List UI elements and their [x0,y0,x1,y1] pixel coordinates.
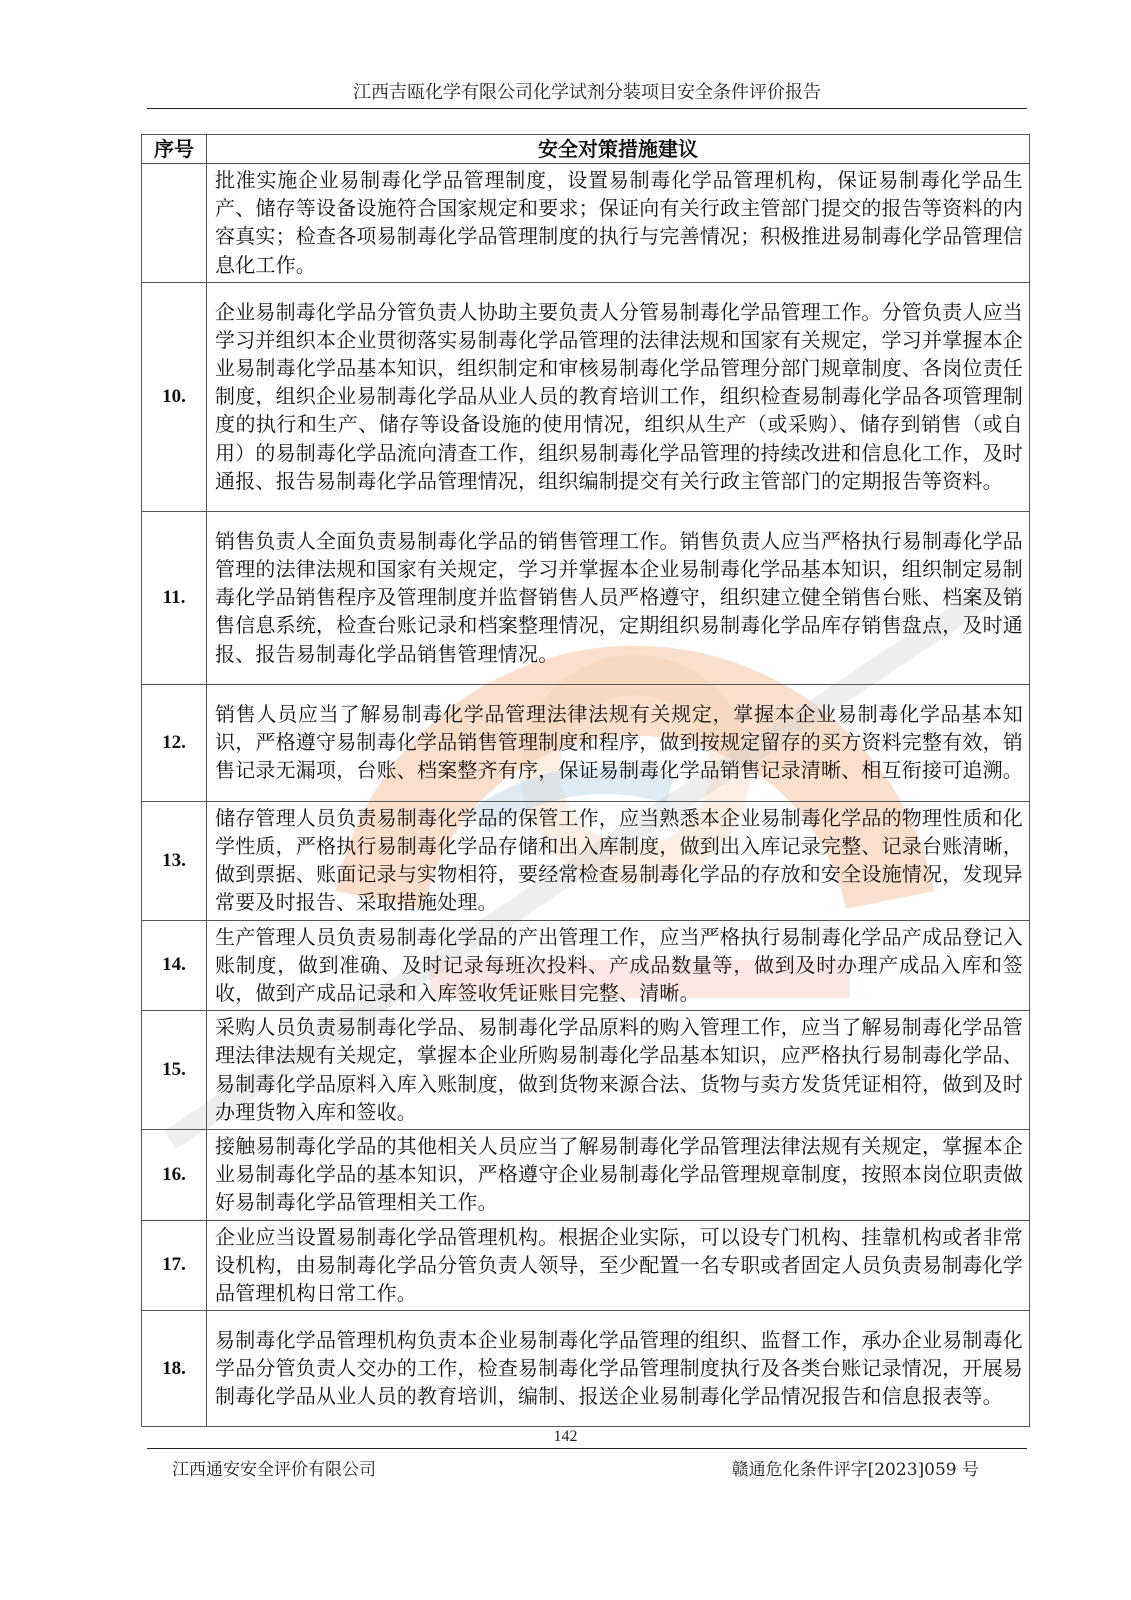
footer-company: 江西通安安全评价有限公司 [172,1460,376,1480]
row-text: 接触易制毒化学品的其他相关人员应当了解易制毒化学品管理法律法规有关规定，掌握本企业易制毒化学品的基本知识，严格遵守企业易制毒化学品管理规章制度，按照本岗位职责做好易制毒化学品管理相关工作。 [207,1130,1030,1221]
table-header-row [142,135,1030,164]
row-text: 销售人员应当了解易制毒化学品管理法律法规有关规定，掌握本企业易制毒化学品基本知识，严格遵守易制毒化学品销售管理制度和程序，做到按规定留存的买方资料完整有效，销售记录无漏项，台账、档案整齐有序，保证易制毒化学品销售记录清晰、相互衔接可追溯。 [207,684,1030,801]
row-text: 企业应当设置易制毒化学品管理机构。根据企业实际，可以设专门机构、挂靠机构或者非常设机构，由易制毒化学品分管负责人领导，至少配置一名专职或者固定人员负责易制毒化学品管理机构日常工作。 [207,1220,1030,1311]
row-number: 18. [142,1311,207,1427]
row-text: 采购人员负责易制毒化学品、易制毒化学品原料的购入管理工作，应当了解易制毒化学品管理法律法规有关规定，掌握本企业所购易制毒化学品基本知识，应严格执行易制毒化学品、易制毒化学品原料入库入账制度，做到货物来源合法、货物与卖方发货凭证相符，做到及时办理货物入库和签收。 [207,1011,1030,1130]
footer-divider [147,1448,1027,1449]
row-number: 11. [142,511,207,684]
row-number: 10. [142,282,207,511]
table-row [142,1011,1030,1130]
table-row [142,801,1030,920]
footer-doc-number: 赣通危化条件评字[2023]059 号 [731,1460,979,1480]
table-row [142,684,1030,801]
table-row [142,282,1030,511]
table-row [142,511,1030,684]
table-row [142,164,1030,283]
row-number: 16. [142,1130,207,1221]
row-number: 15. [142,1011,207,1130]
row-number: 12. [142,684,207,801]
table-row [142,1130,1030,1221]
column-header-number: 序号 [142,135,207,164]
column-header-measures: 安全对策措施建议 [207,135,1030,164]
table-row [142,920,1030,1011]
table-row [142,1311,1030,1427]
row-number: 13. [142,801,207,920]
page-number: 142 [553,1428,578,1445]
row-number [142,164,207,283]
row-number: 14. [142,920,207,1011]
row-text: 生产管理人员负责易制毒化学品的产出管理工作，应当严格执行易制毒化学品产成品登记入账制度，做到准确、及时记录每班次投料、产成品数量等，做到及时办理产成品入库和签收，做到产成品记录和入库签收凭证账目完整、清晰。 [207,920,1030,1011]
row-text: 储存管理人员负责易制毒化学品的保管工作，应当熟悉本企业易制毒化学品的物理性质和化学性质，严格执行易制毒化学品存储和出入库制度，做到出入库记录完整、记录台账清晰，做到票据、账面记录与实物相符，要经常检查易制毒化学品的存放和安全设施情况，发现异常要及时报告、采取措施处理。 [207,801,1030,920]
row-text: 易制毒化学品管理机构负责本企业易制毒化学品管理的组织、监督工作，承办企业易制毒化学品分管负责人交办的工作，检查易制毒化学品管理制度执行及各类台账记录情况，开展易制毒化学品从业人员的教育培训，编制、报送企业易制毒化学品情况报告和信息报表等。 [207,1311,1030,1427]
page-header: 江西吉瓯化学有限公司化学试剂分装项目安全条件评价报告 [147,78,1027,109]
row-number: 17. [142,1220,207,1311]
measures-table [141,134,1030,1427]
table-row [142,1220,1030,1311]
row-text: 企业易制毒化学品分管负责人协助主要负责人分管易制毒化学品管理工作。分管负责人应当学习并组织本企业贯彻落实易制毒化学品管理的法律法规和国家有关规定，学习并掌握本企业易制毒化学品基本知识，组织制定和审核易制毒化学品管理分部门规章制度、各岗位责任制度，组织企业易制毒化学品从业人员的教育培训工作，组织检查易制毒化学品各项管理制度的执行和生产、储存等设备设施的使用情况，组织从生产（或采购）、储存到销售（或自用）的易制毒化学品流向清查工作，组织易制毒化学品管理的持续改进和信息化工作，及时通报、报告易制毒化学品管理情况，组织编制提交有关行政主管部门的定期报告等资料。 [207,282,1030,511]
row-text: 销售负责人全面负责易制毒化学品的销售管理工作。销售负责人应当严格执行易制毒化学品管理的法律法规和国家有关规定，学习并掌握本企业易制毒化学品基本知识，组织制定易制毒化学品销售程序及管理制度并监督销售人员严格遵守，组织建立健全销售台账、档案及销售信息系统，检查台账记录和档案整理情况，定期组织易制毒化学品库存销售盘点，及时通报、报告易制毒化学品销售管理情况。 [207,511,1030,684]
row-text: 批准实施企业易制毒化学品管理制度，设置易制毒化学品管理机构，保证易制毒化学品生产、储存等设备设施符合国家规定和要求；保证向有关行政主管部门提交的报告等资料的内容真实；检查各项易制毒化学品管理制度的执行与完善情况；积极推进易制毒化学品管理信息化工作。 [207,164,1030,283]
